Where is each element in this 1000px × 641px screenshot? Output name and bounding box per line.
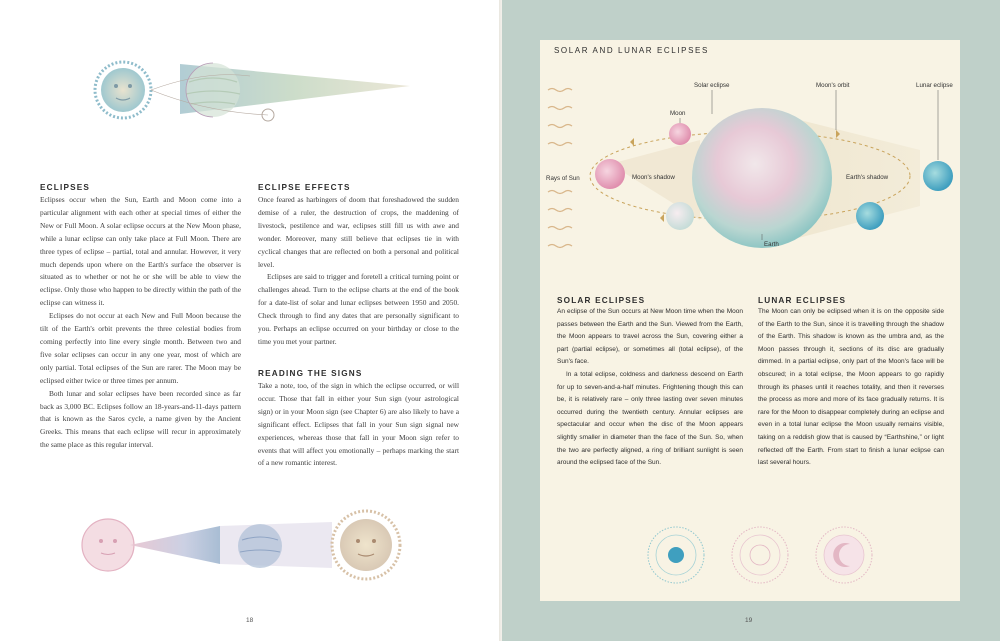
moon-bottom-blue <box>856 202 884 230</box>
sun-rays-icon <box>548 89 572 248</box>
moon-left-pink <box>595 159 625 189</box>
label-rays-of-sun: Rays of Sun <box>546 175 580 182</box>
sun-face-icon-bottom <box>332 511 400 579</box>
heading-eclipse-effects: ECLIPSE EFFECTS <box>258 183 351 192</box>
solar-paragraph-1: An eclipse of the Sun occurs at New Moon time when the Moon passes between the Earth and the Sun. Viewed from the Earth, the Moon appears to travel across the Sun, covering either a part (partial eclipse), or sometimes all (total eclipse), of the Sun's face. <box>557 308 743 366</box>
ornament-circles <box>640 522 880 588</box>
earth-shadow-cone <box>130 526 220 564</box>
earth-globe-icon-bottom <box>238 524 282 568</box>
label-earth: Earth <box>764 241 779 248</box>
eclipse-diagram <box>540 70 960 260</box>
moon-top-pink <box>669 123 691 145</box>
label-moons-orbit: Moon's orbit <box>816 82 850 89</box>
lunar-paragraph-1: The Moon can only be eclipsed when it is on the opposite side of the Earth to the Sun, since it is travelling through the shadow of the Earth. This shadow is known as the umbra and, as the Moon passes through it, sections of its disc are gradually dimmed. In a partial eclipse, only part of the Moon's face will be obscured; in a total eclipse, the Moon appears to go rapidly through its phases until it reaches totality, and then it reverses the process as more and more of its face gradually returns. It is rare for the Moon to disappear completely during an eclipse and even in a total lunar eclipse the Moon usually remains visible, taking on a reddish glow that is caused by “Earthshine,” or light reflected off the Earth. From start to finish a lunar eclipse can last several hours. <box>758 308 944 467</box>
moon-right-blue <box>923 161 953 191</box>
label-moons-shadow: Moon's shadow <box>632 174 675 181</box>
diagram-title: SOLAR AND LUNAR ECLIPSES <box>554 46 709 55</box>
effects-paragraph-2: Eclipses are said to trigger and foretell a critical turning point or challenges ahead. Turn to the eclipse charts at the end of the book for a date-list of solar and lunar eclipses between 1950 and 2050. Check through to find any dates that are personally significant to you. Perhaps an eclipse occurred on your birthday or close to the time you met your partner. <box>258 272 459 346</box>
top-eclipse-illustration <box>85 52 415 132</box>
moon-face-icon <box>82 519 134 571</box>
moon-bottom-pale <box>666 202 694 230</box>
ornament-pink-icon <box>732 527 788 583</box>
eclipses-paragraph-2: Eclipses do not occur at each New and Full Moon because the tilt of the Earth's orbit prevents the three celestial bodies from coming perfectly into line every single month. Between two and five solar eclipses can occur in any one year, most of which are only partial. Total eclipses of the Sun are rarer. The Moon may be eclipsed either twice or three times per annum. <box>40 311 241 385</box>
solar-paragraph-2: In a total eclipse, coldness and darkness descend on Earth for up to seven-and-a-half minutes. Frightening though this can be, it is relatively rare – only three lasting over seven minutes occurred during the twentieth century. Annular eclipses are spectacular and occur when the disc of the Moon appears slightly smaller in diameter than the face of the Sun. So, when the two are perfectly aligned, a ring of brilliant sunlight is seen around the eclipsed face of the Sun. <box>557 370 743 467</box>
label-solar-eclipse: Solar eclipse <box>694 82 730 89</box>
eclipses-paragraph-1: Eclipses occur when the Sun, Earth and Moon come into a particular alignment with each other at special times of either the New or Full Moon. A solar eclipse occurs at the New Moon phase, while a lunar eclipse can only take place at Full Moon. There are three types of eclipse – partial, total and annular. However, it very much depends upon where on the Earth's surface the observer is situated as to whether or not he or she will be able to view the eclipse. Only those who happen to be directly within the path of the eclipse can witness it. <box>40 195 241 308</box>
ornament-crescent-icon <box>816 527 872 583</box>
signs-text <box>258 380 459 470</box>
label-earths-shadow: Earth's shadow <box>846 174 889 181</box>
page-number-right: 19 <box>745 617 753 624</box>
sun-face-icon <box>95 62 151 118</box>
eclipses-paragraph-3: Both lunar and solar eclipses have been recorded since as far back as 3,000 BC. Eclipses follow an 18-years-and-11-days pattern that is known as the Saros cycle, a name given by the Ancient Greeks. This means that each eclipse will recur in approximately the same place as this regular interval. <box>40 388 241 450</box>
eclipses-text <box>40 194 241 452</box>
earth-globe-icon <box>186 63 240 117</box>
label-lunar-eclipse: Lunar eclipse <box>916 82 953 89</box>
heading-reading-the-signs: READING THE SIGNS <box>258 369 363 378</box>
ornament-blue-icon <box>648 527 704 583</box>
effects-text <box>258 194 459 349</box>
solar-text <box>557 306 743 470</box>
lunar-text <box>758 306 944 470</box>
label-moon: Moon <box>670 110 686 117</box>
heading-solar-eclipses: SOLAR ECLIPSES <box>557 296 646 305</box>
bottom-eclipse-illustration <box>70 500 420 590</box>
effects-paragraph-1: Once feared as harbingers of doom that foreshadowed the sudden demise of a ruler, the destruction of crops, the maddening of livestock, pestilence and war, eclipses still fill us with awe and wonder. Moreover, many still believe that eclipses tie in with cyclical changes that are reflected on both a personal and political level. <box>258 195 459 269</box>
heading-lunar-eclipses: LUNAR ECLIPSES <box>758 296 847 305</box>
earth-globe <box>692 108 832 248</box>
heading-eclipses: ECLIPSES <box>40 183 91 192</box>
page-number-left: 18 <box>246 617 254 624</box>
signs-paragraph-1: Take a note, too, of the sign in which the eclipse occurred, or will occur. Those that fall in either your Sun sign (your astrological sign) or in your Moon sign (see Chapter 6) are also likely to have a significant effect. Eclipses that fall in your Sun sign signal new experiences, whereas those that fall in your Moon sign refer to events that will affect you emotionally – perhaps marking the start of a new romantic interest. <box>258 381 459 468</box>
